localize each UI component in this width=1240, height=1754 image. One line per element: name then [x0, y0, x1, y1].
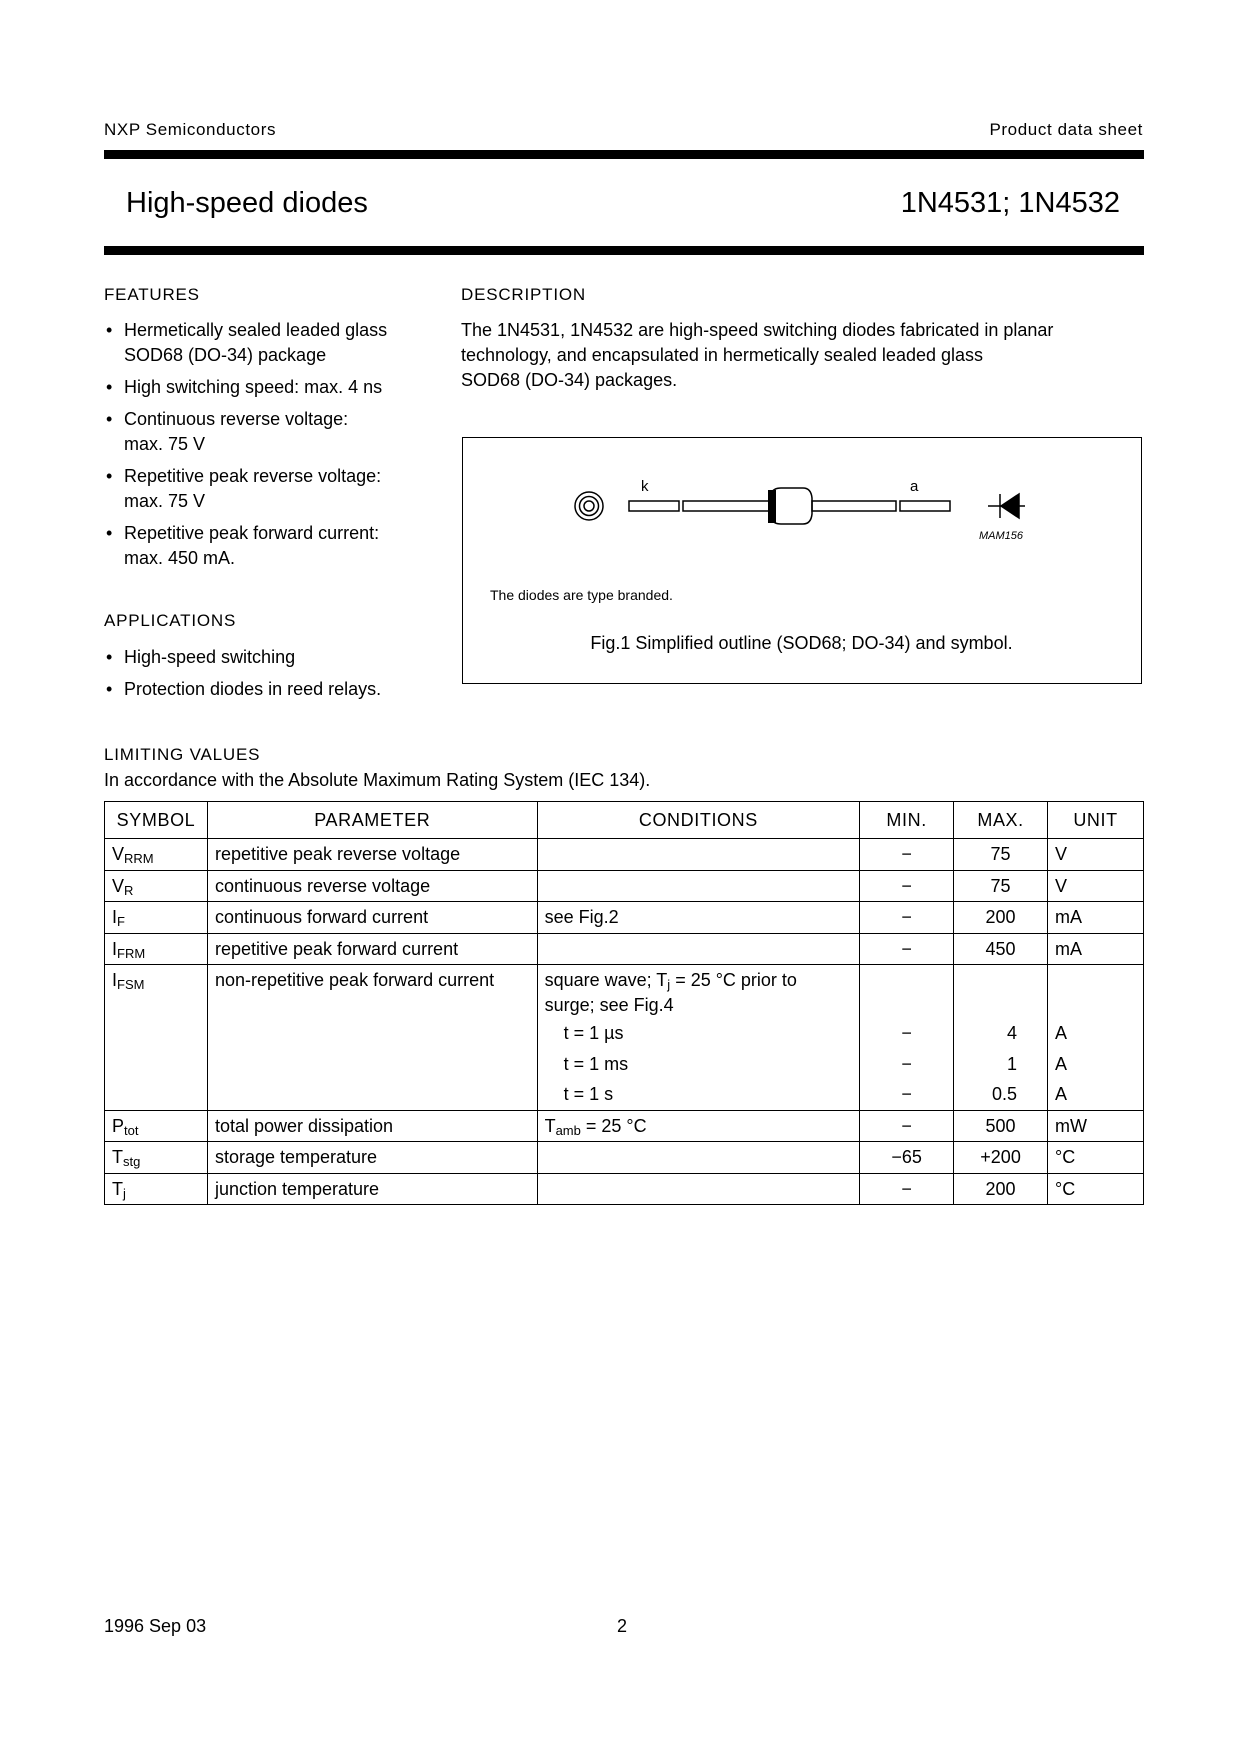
table-row: [105, 965, 1144, 1111]
cathode-band: [768, 490, 776, 523]
feature-item: • Continuous reverse voltage: max. 75 V: [106, 409, 349, 454]
applications-list: [104, 645, 444, 709]
parameter-cell: junction temperature: [207, 1173, 537, 1205]
footer-date: 1996 Sep 03: [104, 1616, 207, 1636]
column-header-unit: UNIT: [1048, 802, 1144, 839]
description-text: The 1N4531, 1N4532 are high-speed switching diodes fabricated in planar technology, and encapsulated in hermetically sealed leaded glass SOD68 (DO-34) packages.: [461, 320, 1054, 390]
symbol-cell: $I_{FRM}$: [105, 933, 208, 965]
document-type: Product data sheet: [989, 120, 1143, 139]
application-item: • Protection diodes in reed relays.: [106, 679, 382, 699]
symbol-cell: $V_R$: [105, 870, 208, 902]
figure-note: The diodes are type branded.: [490, 587, 673, 603]
unit-cell: V: [1048, 839, 1144, 871]
max-cell: 450: [954, 933, 1048, 965]
lead-label-a: a: [910, 478, 919, 495]
unit-cell: mW: [1048, 1110, 1144, 1142]
conditions-cell: [537, 1142, 860, 1174]
lead-right-segment-2: [900, 501, 950, 511]
column-header-max: MAX.: [954, 802, 1048, 839]
lead-right-segment: [812, 501, 896, 511]
limiting-values-table: [104, 801, 1144, 1205]
parameter-cell: repetitive peak reverse voltage: [207, 839, 537, 871]
conditions-cell: see Fig.2: [537, 902, 860, 934]
diode-symbol: [988, 494, 1025, 518]
features-heading: FEATURES: [104, 285, 200, 304]
unit-cell: °C: [1048, 1142, 1144, 1174]
min-cell: −: [860, 870, 954, 902]
column-header-parameter: PARAMETER: [207, 802, 537, 839]
feature-item: • Hermetically sealed leaded glass SOD68 (DO-34) package: [106, 320, 388, 365]
drawing-code: MAM156: [979, 530, 1024, 542]
lead-left-segment: [629, 501, 679, 511]
symbol-cell: $T_j$: [105, 1173, 208, 1205]
header-rule-top: [104, 150, 1144, 159]
page-number: 2: [617, 1616, 628, 1636]
features-list: [104, 318, 444, 578]
parameter-cell: total power dissipation: [207, 1110, 537, 1142]
min-cell: − − −: [860, 965, 954, 1111]
symbol-cell: $V_{RRM}$: [105, 839, 208, 871]
column-header-symbol: SYMBOL: [105, 802, 208, 839]
figure-1-box: [462, 437, 1142, 684]
feature-item: • Repetitive peak forward current: max. 450 mA.: [106, 523, 380, 568]
max-cell: 500: [954, 1110, 1048, 1142]
symbol-cell: $T_{stg}$: [105, 1142, 208, 1174]
symbol-cell: $P_{tot}$: [105, 1110, 208, 1142]
feature-item: • High switching speed: max. 4 ns: [106, 377, 383, 397]
max-cell: 75: [954, 870, 1048, 902]
conditions-cell: square wave; $T_j = 25$ °C prior to surge; see Fig.4 t = 1 µs t = 1 ms t = 1 s: [537, 965, 860, 1111]
unit-cell: mA: [1048, 902, 1144, 934]
table-row: [105, 870, 1144, 902]
min-cell: −: [860, 839, 954, 871]
diode-outline-drawing: [463, 438, 1140, 588]
lead-label-k: k: [641, 478, 649, 495]
max-cell: 4 1 0.5: [954, 965, 1048, 1111]
parameter-cell: continuous forward current: [207, 902, 537, 934]
table-row: [105, 1142, 1144, 1174]
limiting-values-intro: In accordance with the Absolute Maximum Rating System (IEC 134).: [104, 770, 651, 790]
diode-body: [771, 488, 812, 524]
unit-cell: V: [1048, 870, 1144, 902]
min-cell: −: [860, 1173, 954, 1205]
max-cell: +200: [954, 1142, 1048, 1174]
unit-cell: °C: [1048, 1173, 1144, 1205]
conditions-cell: [537, 1173, 860, 1205]
column-header-conditions: CONDITIONS: [537, 802, 860, 839]
applications-heading: APPLICATIONS: [104, 611, 237, 630]
table-row: [105, 1173, 1144, 1205]
min-cell: −: [860, 1110, 954, 1142]
table-row: [105, 839, 1144, 871]
conditions-cell: [537, 933, 860, 965]
table-header-row: [105, 802, 1144, 839]
header-rule-bottom: [104, 246, 1144, 255]
max-cell: 75: [954, 839, 1048, 871]
column-header-min: MIN.: [860, 802, 954, 839]
company-name: NXP Semiconductors: [104, 120, 277, 139]
min-cell: −: [860, 933, 954, 965]
min-cell: −65: [860, 1142, 954, 1174]
figure-caption: Fig.1 Simplified outline (SOD68; DO-34) and symbol.: [590, 633, 1013, 653]
limiting-values-heading: LIMITING VALUES: [104, 745, 261, 764]
min-cell: −: [860, 902, 954, 934]
page-title: High-speed diodes: [126, 187, 368, 219]
parameter-cell: non-repetitive peak forward current: [207, 965, 537, 1111]
symbol-cell: $I_{FSM}$: [105, 965, 208, 1111]
application-item: • High-speed switching: [106, 647, 296, 667]
conditions-cell: [537, 870, 860, 902]
end-view-inner-circle: [584, 501, 594, 511]
feature-item: • Repetitive peak reverse voltage: max. 75 V: [106, 466, 382, 511]
symbol-cell: $I_F$: [105, 902, 208, 934]
end-view-middle-circle: [580, 497, 599, 516]
description-heading: DESCRIPTION: [461, 285, 586, 304]
table-row: [105, 933, 1144, 965]
conditions-cell: [537, 839, 860, 871]
parameter-cell: repetitive peak forward current: [207, 933, 537, 965]
parameter-cell: continuous reverse voltage: [207, 870, 537, 902]
part-numbers: 1N4531; 1N4532: [900, 187, 1120, 219]
parameter-cell: storage temperature: [207, 1142, 537, 1174]
table-row: [105, 1110, 1144, 1142]
conditions-cell: $T_{amb} = 25$ °C: [537, 1110, 860, 1142]
unit-cell: A A A: [1048, 965, 1144, 1111]
lead-left-segment-2: [683, 501, 771, 511]
max-cell: 200: [954, 902, 1048, 934]
table-row: [105, 902, 1144, 934]
unit-cell: mA: [1048, 933, 1144, 965]
max-cell: 200: [954, 1173, 1048, 1205]
